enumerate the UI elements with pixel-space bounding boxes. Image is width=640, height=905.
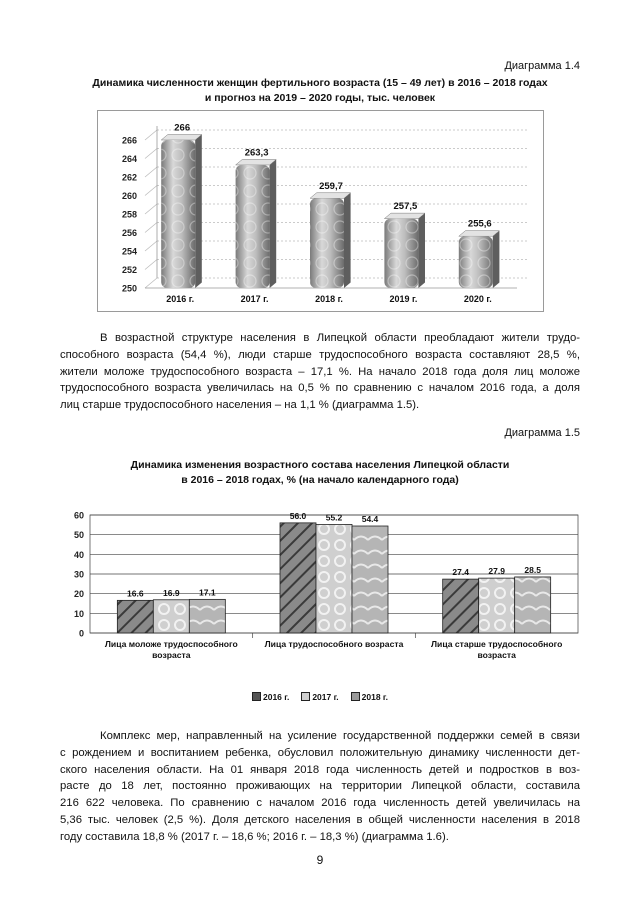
paragraph-line: трудоспособного возраста увеличилась на 0,5 % по сравнению с началом 2016 года, а доля (60, 382, 580, 395)
x-tick-label: 2017 г. (240, 294, 269, 304)
bar-texture (310, 198, 344, 288)
bar (280, 523, 316, 633)
chart-title-line: в 2016 – 2018 годах, % (на начало календарного года) (181, 474, 459, 486)
age-structure-chart (60, 505, 585, 685)
data-label: 259,7 (319, 180, 343, 192)
chart-title-line: Динамика изменения возрастного состава населения Липецкой области (130, 459, 510, 471)
data-label: 54.4 (361, 514, 379, 525)
y-tick-label: 254 (121, 246, 137, 257)
y-tick-label: 20 (73, 589, 84, 600)
y-tick-label: 260 (121, 191, 137, 201)
data-label: 55.2 (325, 512, 343, 523)
data-label: 263,3 (244, 147, 269, 159)
bar-side (344, 193, 351, 288)
bar (189, 599, 225, 633)
bar-texture (459, 236, 493, 288)
x-tick-label: Лица моложе трудоспособного (104, 639, 238, 649)
legend-item (252, 692, 289, 702)
paragraph-line: Комплекс мер, направленный на усиление государственной поддержки семей в связи (100, 730, 580, 742)
data-label: 16.9 (163, 587, 180, 598)
bar-side (493, 231, 500, 288)
y-tick-label: 50 (73, 530, 84, 541)
paragraph (60, 330, 580, 414)
paragraph-line: способного возраста (54,4 %), люди старше трудоспособного возраста составляют 28,5 %, (60, 348, 580, 361)
data-label: 266 (174, 122, 191, 134)
bar-texture (161, 140, 195, 288)
paragraph-line: с рождением и воспитанием ребенка, обусловил положительную динамику численности дет- (60, 746, 580, 759)
x-tick-label: Лица трудоспособного возраста (264, 639, 404, 649)
diagram-label: Диаграмма 1.4 (504, 60, 580, 72)
chart-title-line: и прогноз на 2019 – 2020 годы, тыс. человек (204, 92, 436, 104)
data-label: 255,6 (467, 218, 492, 230)
y-tick-label: 256 (121, 228, 137, 238)
bar (479, 578, 515, 633)
bar (352, 526, 388, 633)
legend-swatch (252, 692, 261, 701)
bar (515, 577, 551, 633)
x-tick-label: 2016 г. (166, 294, 195, 304)
paragraph-line: лиц старше трудоспособного населения – на 1,1 % (диаграмма 1.5). (60, 399, 420, 412)
paragraph-line: 5,36 тыс. человек (2,5 %). Доля детского населения в общей численности населения в 2018 (60, 813, 580, 826)
data-label: 16.6 (127, 588, 144, 599)
bar-top (236, 159, 277, 165)
bar (117, 600, 153, 633)
x-tick-label: возраста (477, 650, 516, 660)
bar (443, 579, 479, 633)
legend-label: 2018 г. (361, 692, 388, 702)
y-tick-label: 0 (78, 628, 84, 639)
y-tick-label: 264 (121, 154, 137, 164)
page-number: 9 (316, 853, 324, 867)
x-tick-label: возраста (152, 650, 191, 660)
fertile-women-chart (97, 110, 544, 312)
y-tick-label: 40 (73, 549, 84, 560)
paragraph-line: расте до 18 лет, постоянно проживающих на территории Липецкой области, составила (60, 780, 580, 793)
y-tick-label: 258 (121, 209, 137, 220)
x-tick-label: 2018 г. (315, 294, 343, 304)
paragraph-line: В возрастной структуре населения в Липецкой области преобладают жители трудо- (100, 332, 580, 344)
paragraph (60, 728, 580, 846)
x-tick-label: 2019 г. (389, 294, 418, 304)
x-tick-label: 2020 г. (463, 294, 492, 304)
y-tick-label: 60 (73, 510, 84, 521)
bar (316, 524, 352, 633)
paragraph-line: жители моложе трудоспособного возраста – 17,1 %. На начало 2018 года доля лиц моложе (60, 365, 580, 378)
data-label: 27.4 (452, 567, 469, 578)
legend-item (351, 692, 388, 702)
bar-texture (236, 165, 270, 288)
y-tick-label: 10 (73, 608, 84, 619)
bar-top (459, 231, 500, 237)
bar-top (384, 213, 425, 219)
paragraph-line: ского населения области. На 01 января 2018 года численность детей и подростков в воз- (60, 763, 580, 776)
x-tick-label: Лица старше трудоспособного (431, 639, 563, 649)
chart-title (60, 76, 580, 106)
paragraph-line: году составила 18,8 % (2017 г. – 18,6 %; 2016 г. – 18,3 %) (диаграмма 1.6). (60, 830, 449, 843)
bar-top (310, 193, 351, 199)
data-label: 56.0 (289, 510, 307, 521)
bar-top (161, 135, 202, 141)
y-tick-label: 262 (121, 172, 137, 183)
y-tick-label: 30 (73, 569, 84, 580)
y-tick-label: 252 (121, 265, 137, 275)
diagram-label: Диаграмма 1.5 (504, 427, 580, 439)
bar-side (195, 135, 202, 289)
y-tick-label: 250 (121, 283, 137, 294)
legend-swatch (351, 692, 360, 701)
data-label: 257,5 (393, 201, 418, 213)
legend-swatch (301, 692, 310, 701)
legend-label: 2016 г. (263, 692, 290, 702)
data-label: 28.5 (524, 564, 541, 575)
legend-item (301, 692, 338, 702)
chart-title (60, 458, 580, 488)
bar-side (418, 213, 425, 288)
y-tick-label: 266 (121, 135, 137, 146)
chart-title-line: Динамика численности женщин фертильного возраста (15 – 49 лет) в 2016 – 2018 годах (92, 77, 548, 89)
chart-legend (60, 692, 580, 702)
data-label: 17.1 (199, 587, 216, 598)
bar (153, 600, 189, 633)
paragraph-line: 216 622 человека. По сравнению с началом 2016 года численность детей увеличилась на (60, 797, 580, 810)
bar-texture (384, 219, 418, 288)
data-label: 27.9 (488, 566, 505, 577)
legend-label: 2017 г. (312, 692, 339, 702)
bar-side (270, 159, 277, 288)
